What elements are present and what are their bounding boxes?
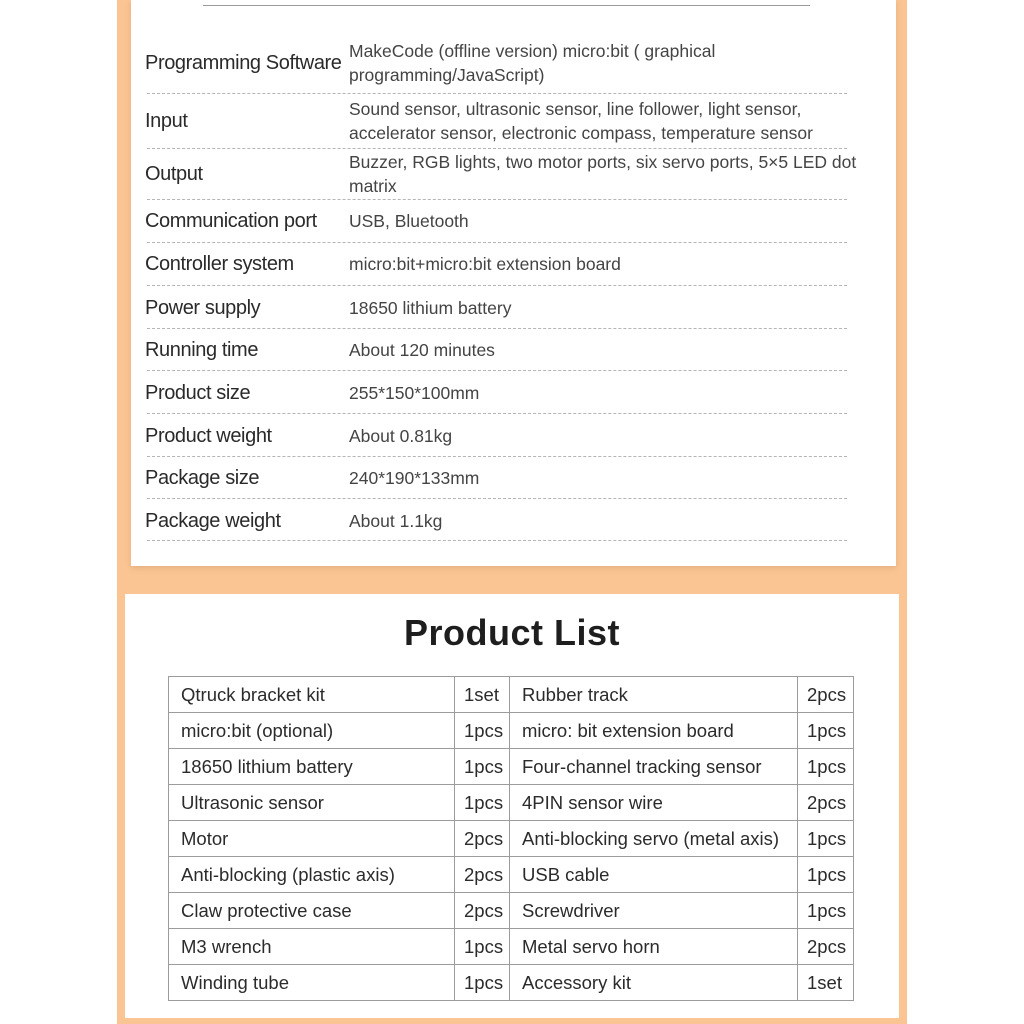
item-name: M3 wrench [169,929,455,965]
spec-divider [147,456,847,457]
spec-row-package-weight [131,500,896,542]
spec-label: Output [145,162,203,185]
spec-value: 255*150*100mm [349,383,480,403]
spec-row-product-size [131,372,896,414]
spec-value: Sound sensor, ultrasonic sensor, line follower, light sensor, accelerator sensor, electronic compass, temperature sensor [349,99,813,143]
item-name: USB cable [510,857,798,893]
item-quantity: 2pcs [455,857,510,893]
spec-row-package-size [131,458,896,498]
item-name: micro:bit (optional) [169,713,455,749]
item-name: Rubber track [510,677,798,713]
item-quantity: 1pcs [798,893,854,929]
product-list-card [125,594,899,1018]
spec-divider [147,498,847,499]
spec-value: USB, Bluetooth [349,211,469,231]
spec-value: About 120 minutes [349,340,495,360]
product-list-table [168,676,854,1001]
item-quantity: 2pcs [798,785,854,821]
spec-label: Input [145,109,188,132]
spec-divider [147,93,847,94]
spec-row-input [131,95,896,147]
item-name: Four-channel tracking sensor [510,749,798,785]
spec-row-communication-port [131,201,896,241]
spec-divider [147,413,847,414]
spec-value: MakeCode (offline version) micro:bit ( graphical programming/JavaScript) [349,41,716,85]
top-divider [203,5,810,6]
item-name: Motor [169,821,455,857]
spec-divider [147,199,847,200]
table-row [169,893,854,929]
item-quantity: 1pcs [455,785,510,821]
table-row [169,821,854,857]
item-quantity: 1pcs [455,749,510,785]
spec-label: Programming Software [145,51,342,74]
spec-label: Running time [145,338,259,361]
spec-label: Product size [145,381,251,404]
item-name: Anti-blocking servo (metal axis) [510,821,798,857]
item-name: Anti-blocking (plastic axis) [169,857,455,893]
item-quantity: 1pcs [455,713,510,749]
spec-divider [147,285,847,286]
spec-divider [147,540,847,541]
item-quantity: 1pcs [798,713,854,749]
spec-label: Power supply [145,296,261,319]
item-name: Metal servo horn [510,929,798,965]
item-quantity: 1pcs [798,749,854,785]
table-row [169,857,854,893]
specification-card [131,0,896,566]
spec-label: Controller system [145,252,294,275]
spec-value: 18650 lithium battery [349,298,512,318]
spec-row-product-weight [131,415,896,457]
table-row [169,713,854,749]
spec-divider [147,328,847,329]
table-row [169,929,854,965]
item-name: Accessory kit [510,965,798,1001]
spec-divider [147,148,847,149]
item-quantity: 2pcs [455,893,510,929]
spec-row-controller-system [131,244,896,284]
table-row [169,749,854,785]
product-list-title: Product List [403,612,620,653]
item-name: micro: bit extension board [510,713,798,749]
item-quantity: 2pcs [455,821,510,857]
spec-label: Product weight [145,424,272,447]
spec-value: Buzzer, RGB lights, two motor ports, six servo ports, 5×5 LED dot matrix [349,152,857,196]
table-row [169,785,854,821]
spec-label: Communication port [145,209,317,232]
item-quantity: 1set [798,965,854,1001]
spec-value: micro:bit+micro:bit extension board [349,254,621,274]
table-row [169,965,854,1001]
item-quantity: 1pcs [455,965,510,1001]
item-name: 4PIN sensor wire [510,785,798,821]
item-quantity: 2pcs [798,929,854,965]
item-quantity: 1pcs [798,857,854,893]
item-name: 18650 lithium battery [169,749,455,785]
item-quantity: 1pcs [455,929,510,965]
spec-divider [147,242,847,243]
spec-value: About 1.1kg [349,511,443,531]
item-quantity: 2pcs [798,677,854,713]
item-name: Winding tube [169,965,455,1001]
table-row [169,677,854,713]
item-name: Qtruck bracket kit [169,677,455,713]
spec-row-output [131,150,896,198]
spec-value: 240*190*133mm [349,468,480,488]
spec-row-power-supply [131,287,896,329]
spec-row-programming-software [131,36,896,90]
spec-divider [147,370,847,371]
item-quantity: 1pcs [798,821,854,857]
item-name: Ultrasonic sensor [169,785,455,821]
item-name: Screwdriver [510,893,798,929]
spec-row-running-time [131,330,896,370]
item-quantity: 1set [455,677,510,713]
spec-label: Package size [145,466,260,489]
spec-label: Package weight [145,509,281,532]
item-name: Claw protective case [169,893,455,929]
spec-value: About 0.81kg [349,426,453,446]
